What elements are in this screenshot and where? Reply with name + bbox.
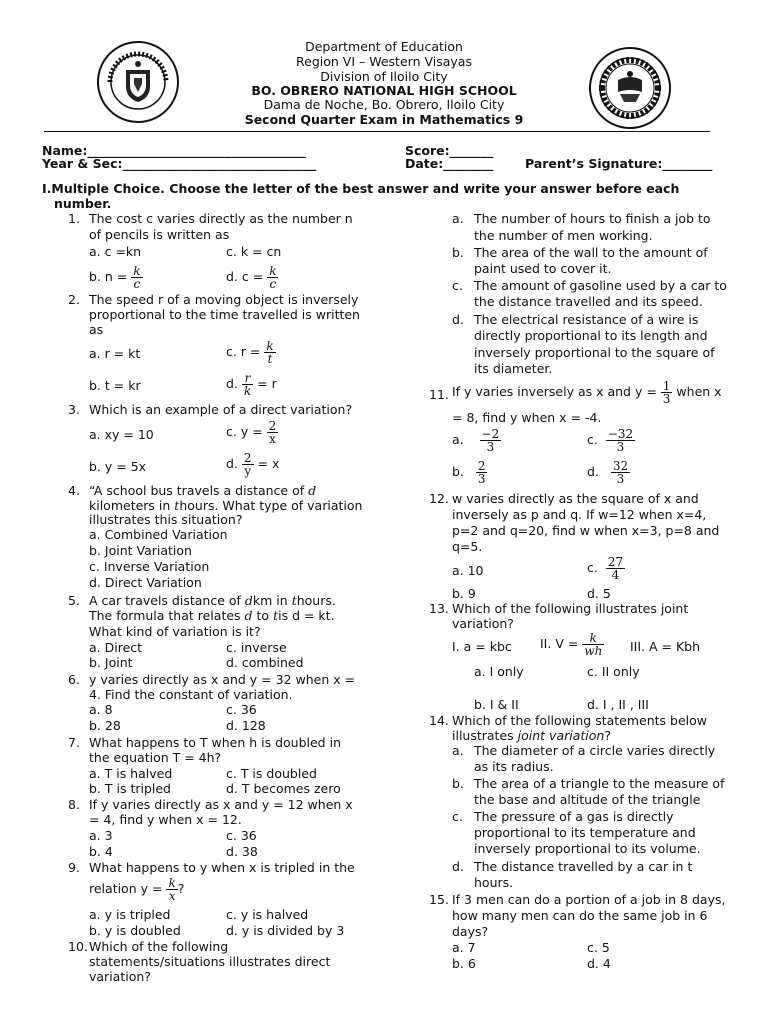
q8-number: 8. bbox=[68, 797, 80, 812]
dept-title: Department of Education bbox=[305, 39, 463, 54]
q13-stem: Which of the following illustrates joint bbox=[452, 601, 689, 616]
q1-number: 1. bbox=[68, 211, 80, 226]
q15-stem-3: days? bbox=[452, 924, 489, 939]
q6-option-a: a. 8 bbox=[89, 702, 113, 717]
q11-option-d: d. $\frac{32}{3}$ bbox=[587, 459, 629, 486]
q8-option-b: b. 4 bbox=[89, 844, 113, 859]
parent-signature-field[interactable]: Parent’s Signature:________ bbox=[525, 156, 713, 171]
q8-option-c: c. 36 bbox=[226, 828, 257, 843]
q7-option-d: d. T becomes zero bbox=[226, 781, 341, 796]
q10-option-a-2: the number of men working. bbox=[474, 228, 653, 243]
q14-option-d: The distance travelled by a car in t bbox=[474, 859, 693, 874]
q14-option-a-2: as its radius. bbox=[474, 759, 554, 774]
q11-option-c: c. $\frac{-32}{3}$ bbox=[587, 427, 634, 454]
q15-option-d: d. 4 bbox=[587, 956, 611, 971]
q14-option-c-3: inversely proportional to its volume. bbox=[474, 841, 701, 856]
q11-stem: If y varies inversely as x and y = $\frac{1}{3}$ when x bbox=[452, 379, 722, 406]
q1-stem: The cost c varies directly as the number n bbox=[89, 211, 353, 226]
q2-option-a: a. r = kt bbox=[89, 346, 141, 361]
q6-option-c: c. 36 bbox=[226, 702, 257, 717]
q1-stem-2: of pencils is written as bbox=[89, 227, 230, 242]
score-field[interactable]: Score:_______ bbox=[405, 143, 494, 158]
q7-stem-2: the equation T = 4h? bbox=[89, 750, 222, 765]
q14-option-d-label: d. bbox=[452, 859, 464, 874]
q12-stem-3: p=2 and q=20, find w when x=3, p=8 and bbox=[452, 523, 720, 538]
date-field[interactable]: Date:________ bbox=[405, 156, 494, 171]
q11-option-b: b. $\frac{2}{3}$ bbox=[452, 459, 486, 486]
q10-option-b-2: paint used to cover it. bbox=[474, 261, 612, 276]
q15-option-a: a. 7 bbox=[452, 940, 476, 955]
q13-statement-2: II. V = $\frac{k}{wh}$ bbox=[540, 631, 603, 658]
q5-option-d: d. combined bbox=[226, 655, 304, 670]
q14-option-b-2: the base and altitude of the triangle bbox=[474, 792, 701, 807]
q11-option-a: a. $\frac{-2}{3}$ bbox=[452, 427, 500, 454]
q12-stem-2: inversely as p and q. If w=12 when x=4, bbox=[452, 507, 707, 522]
q5-option-a: a. Direct bbox=[89, 640, 143, 655]
q13-option-d: d. I , II , III bbox=[587, 697, 649, 712]
q5-stem-3: What kind of variation is it? bbox=[89, 624, 261, 639]
q11-number: 11. bbox=[429, 387, 449, 402]
q13-statement-1: I. a = kbc bbox=[452, 639, 512, 654]
q3-option-a: a. xy = 10 bbox=[89, 427, 154, 442]
q4-option-b: b. Joint Variation bbox=[89, 543, 192, 558]
q14-option-a-label: a. bbox=[452, 743, 464, 758]
q10-stem-2: statements/situations illustrates direct bbox=[89, 954, 331, 969]
q2-option-d: d. $\frac{r}{k}$ = r bbox=[226, 371, 277, 398]
q12-option-b: b. 9 bbox=[452, 586, 476, 601]
q4-number: 4. bbox=[68, 483, 80, 498]
q3-number: 3. bbox=[68, 402, 80, 417]
q5-stem: A car travels distance of dkm in thours. bbox=[89, 593, 336, 608]
header-divider bbox=[44, 131, 710, 132]
q1-option-b: b. n = $\frac{k}{c}$ bbox=[89, 264, 141, 291]
q3-stem: Which is an example of a direct variation? bbox=[89, 402, 353, 417]
instructions-line-1: I.Multiple Choice. Choose the letter of the best answer and write your answer before each bbox=[42, 181, 680, 196]
q12-number: 12. bbox=[429, 491, 449, 506]
q5-option-c: c. inverse bbox=[226, 640, 287, 655]
q4-option-d: d. Direct Variation bbox=[89, 575, 202, 590]
q8-stem-2: = 4, find y when x = 12. bbox=[89, 812, 242, 827]
q12-stem-4: q=5. bbox=[452, 539, 483, 554]
q14-option-d-2: hours. bbox=[474, 875, 514, 890]
q14-option-b: The area of a triangle to the measure of bbox=[474, 776, 725, 791]
q10-option-d: The electrical resistance of a wire is bbox=[474, 312, 699, 327]
q5-number: 5. bbox=[68, 593, 80, 608]
q4-stem: “A school bus travels a distance of d bbox=[89, 483, 317, 498]
q9-option-b: b. y is doubled bbox=[89, 923, 181, 938]
q2-number: 2. bbox=[68, 292, 80, 307]
q7-option-c: c. T is doubled bbox=[226, 766, 317, 781]
q6-option-d: d. 128 bbox=[226, 718, 266, 733]
q4-option-c: c. Inverse Variation bbox=[89, 559, 210, 574]
q13-statement-3: III. A = Kbh bbox=[630, 639, 701, 654]
q6-stem-2: 4. Find the constant of variation. bbox=[89, 687, 293, 702]
q6-option-b: b. 28 bbox=[89, 718, 121, 733]
q1-option-d: d. c = $\frac{k}{c}$ bbox=[226, 264, 277, 291]
q2-stem-2: proportional to the time travelled is written bbox=[89, 307, 360, 322]
q15-stem-2: how many men can do the same job in 6 bbox=[452, 908, 708, 923]
q12-option-d: d. 5 bbox=[587, 586, 611, 601]
q10-stem-3: variation? bbox=[89, 969, 151, 984]
q13-option-b: b. I & II bbox=[474, 697, 519, 712]
q10-option-c: The amount of gasoline used by a car to bbox=[474, 278, 727, 293]
q14-number: 14. bbox=[429, 713, 449, 728]
q9-number: 9. bbox=[68, 860, 80, 875]
q14-stem: Which of the following statements below bbox=[452, 713, 708, 728]
q10-option-c-label: c. bbox=[452, 278, 463, 293]
q12-stem: w varies directly as the square of x and bbox=[452, 491, 699, 506]
q15-number: 15. bbox=[429, 892, 449, 907]
q12-option-c: c. $\frac{27}{4}$ bbox=[587, 555, 624, 582]
q14-option-b-label: b. bbox=[452, 776, 464, 791]
instructions-line-2: number. bbox=[54, 196, 112, 211]
q7-option-b: b. T is tripled bbox=[89, 781, 171, 796]
q13-option-c: c. II only bbox=[587, 664, 640, 679]
q10-option-a: The number of hours to finish a job to bbox=[474, 211, 711, 226]
q7-number: 7. bbox=[68, 735, 80, 750]
q3-option-c: c. y = $\frac{2}{x}$ bbox=[226, 419, 277, 446]
q15-option-b: b. 6 bbox=[452, 956, 476, 971]
q4-stem-2: kilometers in thours. What type of variation bbox=[89, 498, 363, 513]
q8-stem: If y varies directly as x and y = 12 when x bbox=[89, 797, 353, 812]
q4-option-a: a. Combined Variation bbox=[89, 527, 228, 542]
q15-option-c: c. 5 bbox=[587, 940, 610, 955]
q13-number: 13. bbox=[429, 601, 449, 616]
q3-option-d: d. $\frac{2}{y}$ = x bbox=[226, 451, 280, 478]
q14-option-c-label: c. bbox=[452, 809, 463, 824]
q9-option-c: c. y is halved bbox=[226, 907, 309, 922]
q8-option-a: a. 3 bbox=[89, 828, 113, 843]
q8-option-d: d. 38 bbox=[226, 844, 258, 859]
q5-stem-2: The formula that relates d to tis d = kt. bbox=[89, 608, 335, 623]
q13-stem-2: variation? bbox=[452, 616, 514, 631]
q10-option-a-label: a. bbox=[452, 211, 464, 226]
school-address: Dama de Noche, Bo. Obrero, Iloilo City bbox=[263, 97, 505, 112]
q9-stem-2: relation y = $\frac{k}{x}$ ? bbox=[89, 876, 185, 903]
q7-option-a: a. T is halved bbox=[89, 766, 173, 781]
q6-stem: y varies directly as x and y = 32 when x = bbox=[89, 672, 356, 687]
q10-stem: Which of the following bbox=[89, 939, 229, 954]
q10-option-d-label: d. bbox=[452, 312, 464, 327]
q14-stem-2: illustrates joint variation? bbox=[452, 728, 611, 743]
q2-option-b: b. t = kr bbox=[89, 378, 141, 393]
q4-stem-3: illustrates this situation? bbox=[89, 512, 243, 527]
q6-number: 6. bbox=[68, 672, 80, 687]
q2-option-c: c. r = $\frac{k}{t}$ bbox=[226, 339, 274, 366]
q14-option-c: The pressure of a gas is directly bbox=[474, 809, 674, 824]
q2-stem-3: as bbox=[89, 322, 104, 337]
q9-stem: What happens to y when x is tripled in the bbox=[89, 860, 355, 875]
q10-option-d-3: inversely proportional to the square of bbox=[474, 345, 715, 360]
q2-stem: The speed r of a moving object is inversely bbox=[89, 292, 359, 307]
q12-option-a: a. 10 bbox=[452, 563, 484, 578]
q15-stem: If 3 men can do a portion of a job in 8 days, bbox=[452, 892, 726, 907]
q14-option-c-2: proportional to its temperature and bbox=[474, 825, 696, 840]
q9-option-d: d. y is divided by 3 bbox=[226, 923, 345, 938]
q13-option-a: a. I only bbox=[474, 664, 524, 679]
name-field[interactable]: Name:___________________________________ bbox=[42, 143, 307, 158]
q1-option-a: a. c =kn bbox=[89, 244, 142, 259]
q10-option-b-label: b. bbox=[452, 245, 464, 260]
q10-option-d-4: its diameter. bbox=[474, 361, 553, 376]
q5-option-b: b. Joint bbox=[89, 655, 133, 670]
year-section-field[interactable]: Year & Sec:_______________________________ bbox=[42, 156, 317, 171]
q10-option-b: The area of the wall to the amount of bbox=[474, 245, 708, 260]
q9-option-a: a. y is tripled bbox=[89, 907, 171, 922]
q3-option-b: b. y = 5x bbox=[89, 459, 147, 474]
q7-stem: What happens to T when h is doubled in bbox=[89, 735, 341, 750]
q10-option-c-2: the distance travelled and its speed. bbox=[474, 294, 703, 309]
q14-option-a: The diameter of a circle varies directly bbox=[474, 743, 716, 758]
division-title: Division of Iloilo City bbox=[320, 69, 448, 84]
q11-stem-2: = 8, find y when x = -4. bbox=[452, 410, 602, 425]
q1-option-c: c. k = cn bbox=[226, 244, 282, 259]
region-title: Region VI – Western Visayas bbox=[296, 54, 472, 69]
exam-title: Second Quarter Exam in Mathematics 9 bbox=[244, 112, 524, 127]
school-name: BO. OBRERO NATIONAL HIGH SCHOOL bbox=[251, 83, 517, 98]
q10-option-d-2: directly proportional to its length and bbox=[474, 328, 708, 343]
q10-number: 10. bbox=[68, 939, 88, 954]
